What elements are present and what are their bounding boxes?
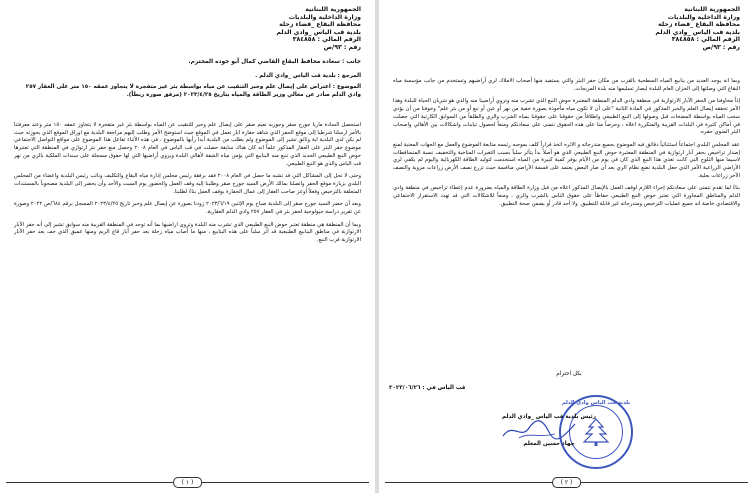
letterhead-municipality: بلدية قب الياس _وادي الدلم: [655, 28, 740, 36]
page-footer: [385, 477, 748, 487]
letterhead-republic: الجمهورية اللبنانية: [684, 6, 740, 13]
page-number: ( ٢ ): [552, 477, 582, 488]
paragraph: بناءً لما تقدم نتمنى على سعادتكم إجراء اللازم لوقف العمل بالإيصال المذكور اعلاه من قبل وزارة الطاقة والمياه بضرورة عدم إعطاء تراخيص في منطقة وادي الدلم والمناطق المجاورة التي تعتبر حوض النبع الطبيعي حفاظاً على حقوق الناس بالشرب والري ، ومنعاً للاشكالات التي قد تهدد الاستقرار الاجتماعي والاقتصادي خاصة انه جميع عمليات الترخيص ومتدرجاته غير قابلة للتطبيق. ولا أحد قادر أو يضمن صحة التطبيق.: [393, 185, 740, 207]
handwritten-signature-icon: [499, 418, 579, 442]
signature-name: جهاد حسين المعلم: [523, 441, 575, 447]
subject-value: : اعتراض على إيصال علم وخبر التنقيب عن مياه بواسطة بئر غير متفجرة لا يتجاوز عمقه ١٥٠ متر على العقار ٢٥٧ وادي الدلم صادر عن معالي وزير الطاقة والمياه بتاريخ ٢٠٢٣/٤/٢٥ (مرفق صورة ربطاً).: [25, 84, 361, 98]
letterhead: [655, 6, 740, 52]
paragraph: وبما أن المنطقة هي منطقة تعتبر حوض النبع الطبيعي الذي تشرب منه البلدة وتروى اراضيها بما أنه توجد في المنطقة القريبة منه سوابق تشير إلى أنه حفر الآبار الارتوازية في مناطق الينابيع الطبيعية قد أثر سلباً على هذه الينابيع ، منها ما أصاب مياه زحلة بعد حفر آبار قاع الريم ومنها عميق الذي جف بعد حفر الآبار الارتوازية قرب النبع.: [14, 221, 361, 244]
page-number: ( ١ ): [173, 477, 203, 488]
addressee: جانب : سعادة محافظ البقاع القاضي كمال أبو جوده المحترم.: [188, 59, 361, 65]
letterhead-governorate: محافظة البقاع _قضاء زحلة: [279, 21, 361, 29]
letterhead-ministry: وزارة الداخلية والبلديات: [288, 13, 361, 21]
body-text: [393, 78, 740, 214]
letterhead-reference-number: رقم : ٩٣/ص: [702, 43, 740, 51]
reference-label: المرجع: [341, 73, 361, 79]
signature-title: رئيس بلدية قب الياس _وادي الدلم: [502, 414, 596, 420]
reference-value: : بلدية قب الياس _وادي الدلم .: [255, 73, 340, 79]
letterhead-municipality: بلدية قب الياس _وادي الدلم: [276, 28, 361, 36]
page-1: [0, 0, 375, 493]
closing-salutation: بكل احترام: [556, 371, 582, 377]
paragraph: عقد المجلس البلدي اجتماعاً استثنائياً دقائق فيه الموضوع بجميع متدرجاته و الاثره اتخذ قراراً كلف بموجبه رئيسه متابعة الموضوع والعمل مع الجهات المعنية لمنع إصدار تراخيص بحفر آبار ارتوازية في المنطقة المعتبرة حوض النبع الطبيعي الذي هو أصلاً بدأ يتأثر سلباً بسبب التغيرات المناخية والتخفيف نسبة المتساقطات لاسيما منها الثلوج التي كانت تغذي هذا النبع الذي كان في يوم من الأيام يوفر كمية كبيرة من المياه استخدمت لتوليد الطاقة الكهربائية واليوم لم يكفي لري الأراضي الزراعية الأمر الذي جعل البلدية تضع نظام الري بعد أن صار البعض يعتمد على قسمة الأراضي منافسة حيث تزرع نصف الأرض زراعات مروية والنصف الآخر زراعات بعلية.: [393, 141, 740, 179]
paragraph: وبعد أن حضر السيد جورج صقر إلى البلدية صباح يوم الإثنين ٢٠٢٣/٦/١٩ زودنا بصورة عن إيصال علم وخبر تاريخ ٢٠٢٣/٤/٢٥ المسجل برقم ٦٨٤/ص ٢٠٢٢ وصورة عن تقرير دراسة جيولوجية لحفر بئر في العقار ٢٥٧ وادي الدلم العقارية.: [14, 201, 361, 216]
letterhead-financial-number: الرقم المالي : ٣٨٤٨٥٨: [671, 36, 740, 44]
subject-label: الموضوع: [336, 84, 361, 90]
body-text: [14, 122, 361, 250]
paragraph: استحصل السادة ماريا جورج صقر وجوزيه نعيم صقر على إيصال علم وخبر للتنقيب عن المياه بواسطة بئر غير متفجرة لا يتجاوز عمقه ١٥٠ متر وعند معرفتنا بالأمر ارسلنا شرطيا إلى موقع الحفر الذي شاهد حفارة ابار تعمل في الموقع حيث استوضح الأمر وطلب إليهم مراجعة البلدية مع اوراق الموقع الذي بحوزته حيث لم يكن لدى البلدية اية وثائق تشير إلى الموضوع ولم يطلب من البلدية أبدا رأيها بالموضوع ، في هذه الأثناء تفاعل هذا الموضوع على مواقع التواصل الاجتماعي موضوع حفر البئر على العقار المذكور علماً انه كان هناك سابقة حصلت في قب الياس في العام ٢٠٠٨ وحصل منع حفر بئر ارتوازي في المنطقة التي تعتبرها حوض النبع الطبيعي الحديد الذي تنبع منه الينابيع التي يؤمن مياه الشفة لأهالي البلدة ويروي أراضيها التي لها حقوق مسجلة على سندات الملكية بالري من نهر قب الياس والذي هو النبع الطبيعي.: [14, 122, 361, 167]
paragraph: إذاً مخاوفنا من الحفر الآبار الارتوازية في منطقة وادي الدلم المنطقة المعتبرة حوض النبع الذي تشرب منه وتروي أراضينا منه والذي هو شريان الحياة للبلدة وهذا الأمر تحققه إيصال العلم والخبر المذكور في المادة الثانية "على أن لا تكون مياه مأخوذة بصورة خفية من نهر أو عين أو نبع أو من بئر علم" وخوفنا من أن يؤدي سحب المياه بواسطة المضخات قبل وصولها إلى النبع الطبيعي واطلاقاً من حقوقنا على حقوقنا بمياه الشرب والري والطلقاً من السوابق الكارثية التي حصلت في أماكن كثيرة في البلدات القريبة والمتكررة اعلاه ، وحرصاً منا على هذه الحقوق نتمنى على سعادتكم ومنعاً لحصول تباينات واشكالات بين الأهالي واصحاب البئر المنوي حفره.: [393, 98, 740, 136]
page-2: [379, 0, 754, 493]
letter-date: قب الياس في : ٢٠٢٣/٠٦/٢٦: [389, 385, 466, 391]
letterhead-reference-number: رقم : ٩٣/ص: [323, 43, 361, 51]
letterhead-ministry: وزارة الداخلية والبلديات: [667, 13, 740, 21]
paragraph: وبما انه يوجد العديد من ينابيع المياه السطحية بالقرب من مكان حفر البئر والتي يستفيد منها أصحاب الاملاك لري أراضيهم وتستخدم من جانب مؤسسة مياه البقاع التي وصلتها إلى الخزان العام للبلدة ليصار تسليمها منه بلدة المريجات.: [393, 78, 740, 92]
subject-line: [14, 84, 361, 99]
letterhead: [276, 6, 361, 52]
reference-line: [14, 73, 361, 81]
page-footer: [6, 477, 369, 487]
paragraph: وحتى لا تحل إلى المشاكل التي قد تشبه ما حصل في العام ٢٠٠٨ فقد برفقة رئيس مجلس إدارة مياه البقاع والتكليف ونائب رئيس البلدية واعضاء من المجلس البلدي بزيارة موقع الحفر واتصلنا بمالك الأرض السيد جورج صقر وطلبنا إليه وقف العمل والحضور يوم السبت والأحد وأن يحضر إلى البلدية مصحوباً بالمستندات المتعلقة بالترخيص وفعلاً أوعز صاحب العقار إلى عمال الحفارة بوقف العمل بناءً لطلبنا.: [14, 173, 362, 195]
letterhead-governorate: محافظة البقاع _قضاء زحلة: [658, 21, 740, 29]
stamp-text: بلدية قب الياس وادي الدلم: [561, 400, 631, 406]
letterhead-financial-number: الرقم المالي : ٣٨٤٨٥٨: [292, 36, 361, 44]
letterhead-republic: الجمهورية اللبنانية: [305, 6, 361, 13]
